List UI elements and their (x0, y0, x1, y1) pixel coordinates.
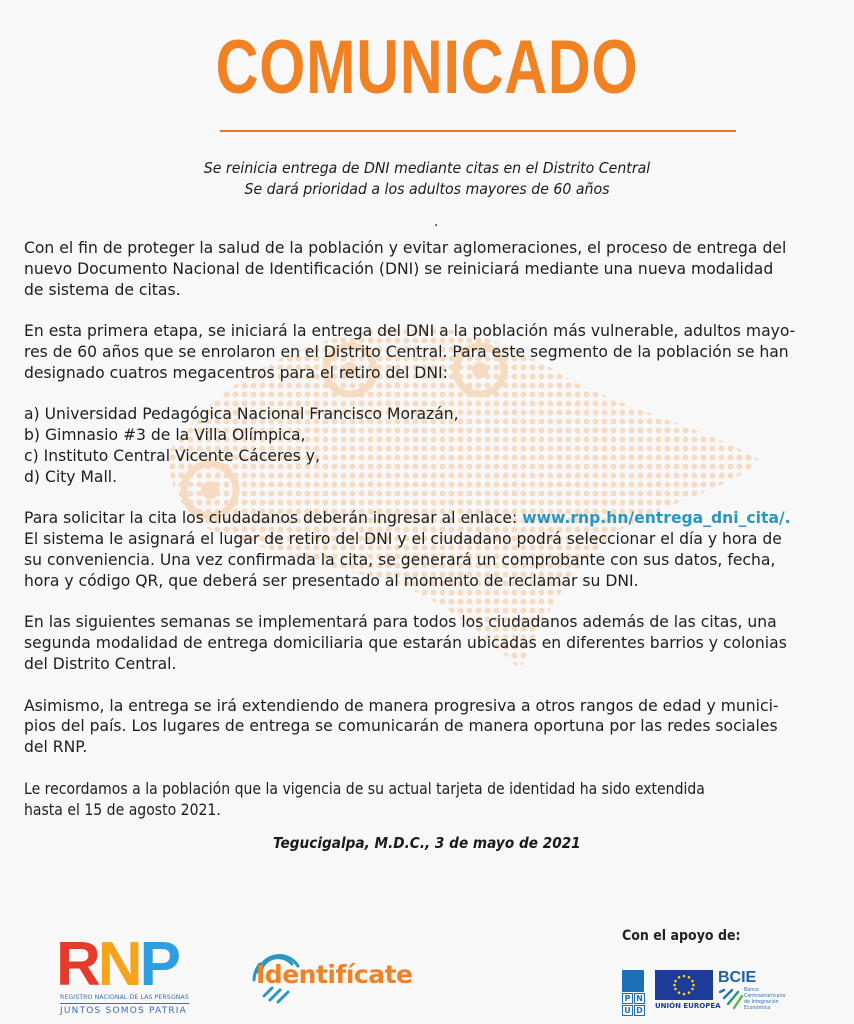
text-line: El sistema le asignará el lugar de retiro del DNI y el ciudadano podrá seleccionar el día y hora de (24, 530, 782, 549)
title-underline (220, 130, 736, 132)
pnud-cell: P (622, 993, 633, 1004)
pnud-logo (622, 970, 644, 1016)
megacenter-list (24, 404, 836, 487)
paragraph-home-delivery (24, 612, 836, 674)
footer-logos (0, 920, 854, 1024)
bcie-desc-line: Banco (744, 988, 759, 993)
paragraph-appointment (24, 508, 836, 591)
text-line: de sistema de citas. (24, 280, 181, 299)
paragraph-intro (24, 238, 836, 300)
subtitle-line-2: Se dará prioridad a los adultos mayores de 60 años (244, 180, 610, 198)
text-line: pios del país. Los lugares de entrega se comunicarán de manera oportuna por las redes sociales (24, 717, 778, 736)
un-emblem-icon (622, 970, 644, 992)
bcie-desc-line: de Integración (744, 1000, 779, 1005)
page-title: COMUNICADO (215, 25, 639, 110)
appointment-link[interactable]: www.rnp.hn/entrega_dni_cita/. (522, 509, 791, 528)
text-fragment: Para solicitar la cita los ciudadanos deberán ingresar al enlace: (24, 509, 523, 528)
text-line: del RNP. (24, 738, 88, 757)
text-line: nuevo Documento Nacional de Identificación (DNI) se reiniciará mediante una nueva modalidad (24, 259, 774, 278)
subtitle (0, 158, 854, 200)
list-item: c) Instituto Central Vicente Cáceres y, (24, 446, 320, 465)
text-line: Con el fin de proteger la salud de la población y evitar aglomeraciones, el proceso de entrega del (24, 239, 787, 257)
bcie-desc-line: Económica (744, 1006, 771, 1011)
rnp-letter: P (139, 930, 178, 999)
separator-dot: . (434, 214, 439, 230)
communique-body (24, 238, 836, 841)
text-line: hora y código QR, que deberá ser presentado al momento de reclamar su DNI. (24, 571, 639, 590)
rnp-letter: R (56, 930, 98, 999)
paragraph-validity (24, 779, 836, 821)
eu-label: UNIÓN EUROPEA (655, 1002, 721, 1010)
text-line: En esta primera etapa, se iniciará la entrega del DNI a la población más vulnerable, adultos mayo- (24, 322, 796, 341)
rnp-letter: N (97, 930, 140, 999)
bcie-stripes-icon (718, 988, 744, 1010)
text-line (24, 508, 836, 529)
text-line: hasta el 15 de agosto 2021. (24, 800, 221, 819)
list-item: b) Gimnasio #3 de la Villa Olímpica, (24, 426, 306, 445)
signature-text: Tegucigalpa, M.D.C., 3 de mayo de 2021 (273, 834, 581, 852)
pnud-cell: N (634, 993, 645, 1004)
text-line: designado cuatros megacentros para el retiro del DNI: (24, 363, 448, 382)
list-item: d) City Mall. (24, 467, 118, 486)
list-item: a) Universidad Pedagógica Nacional Francisco Morazán, (24, 405, 459, 424)
text-line: Le recordamos a la población que la vigencia de su actual tarjeta de identidad ha sido extendida (24, 779, 705, 798)
bcie-desc-line: Centroamericano (744, 994, 786, 999)
rnp-logo-subtitle: REGISTRO NACIONAL DE LAS PERSONAS (60, 994, 189, 1004)
text-line: Asimismo, la entrega se irá extendiendo de manera progresiva a otros rangos de edad y munici- (24, 696, 779, 715)
text-line: En las siguientes semanas se implementará para todos los ciudadanos además de las citas, una (24, 613, 777, 632)
text-line: segunda modalidad de entrega domiciliaria que estarán ubicadas en diferentes barrios y colonias (24, 634, 787, 653)
bcie-name: BCIE (718, 969, 757, 986)
text-line: su conveniencia. Una vez confirmada la cita, se generará un comprobante con sus datos, fecha, (24, 550, 776, 569)
eu-flag-icon (655, 970, 713, 1000)
eu-logo (655, 970, 721, 1010)
support-label (622, 928, 754, 944)
subtitle-line-1: Se reinicia entrega de DNI mediante citas en el Distrito Central (203, 159, 651, 177)
text-line: del Distrito Central. (24, 654, 177, 673)
paragraph-expansion (24, 696, 836, 758)
support-text: Con el apoyo de: (622, 928, 741, 944)
pnud-cell: D (634, 1005, 645, 1016)
identificate-text: Identifícate (256, 960, 413, 989)
text-line: res de 60 años que se enrolaron en el Distrito Central. Para este segmento de la población se han (24, 342, 789, 361)
identificate-logo (250, 950, 470, 1006)
bcie-description (744, 988, 785, 1012)
pnud-cell: U (622, 1005, 633, 1016)
bcie-logo (718, 970, 798, 1014)
rnp-logo-tagline: JUNTOS SOMOS PATRIA (60, 1006, 188, 1016)
paragraph-first-stage (24, 321, 836, 383)
rnp-logo (56, 930, 216, 1016)
